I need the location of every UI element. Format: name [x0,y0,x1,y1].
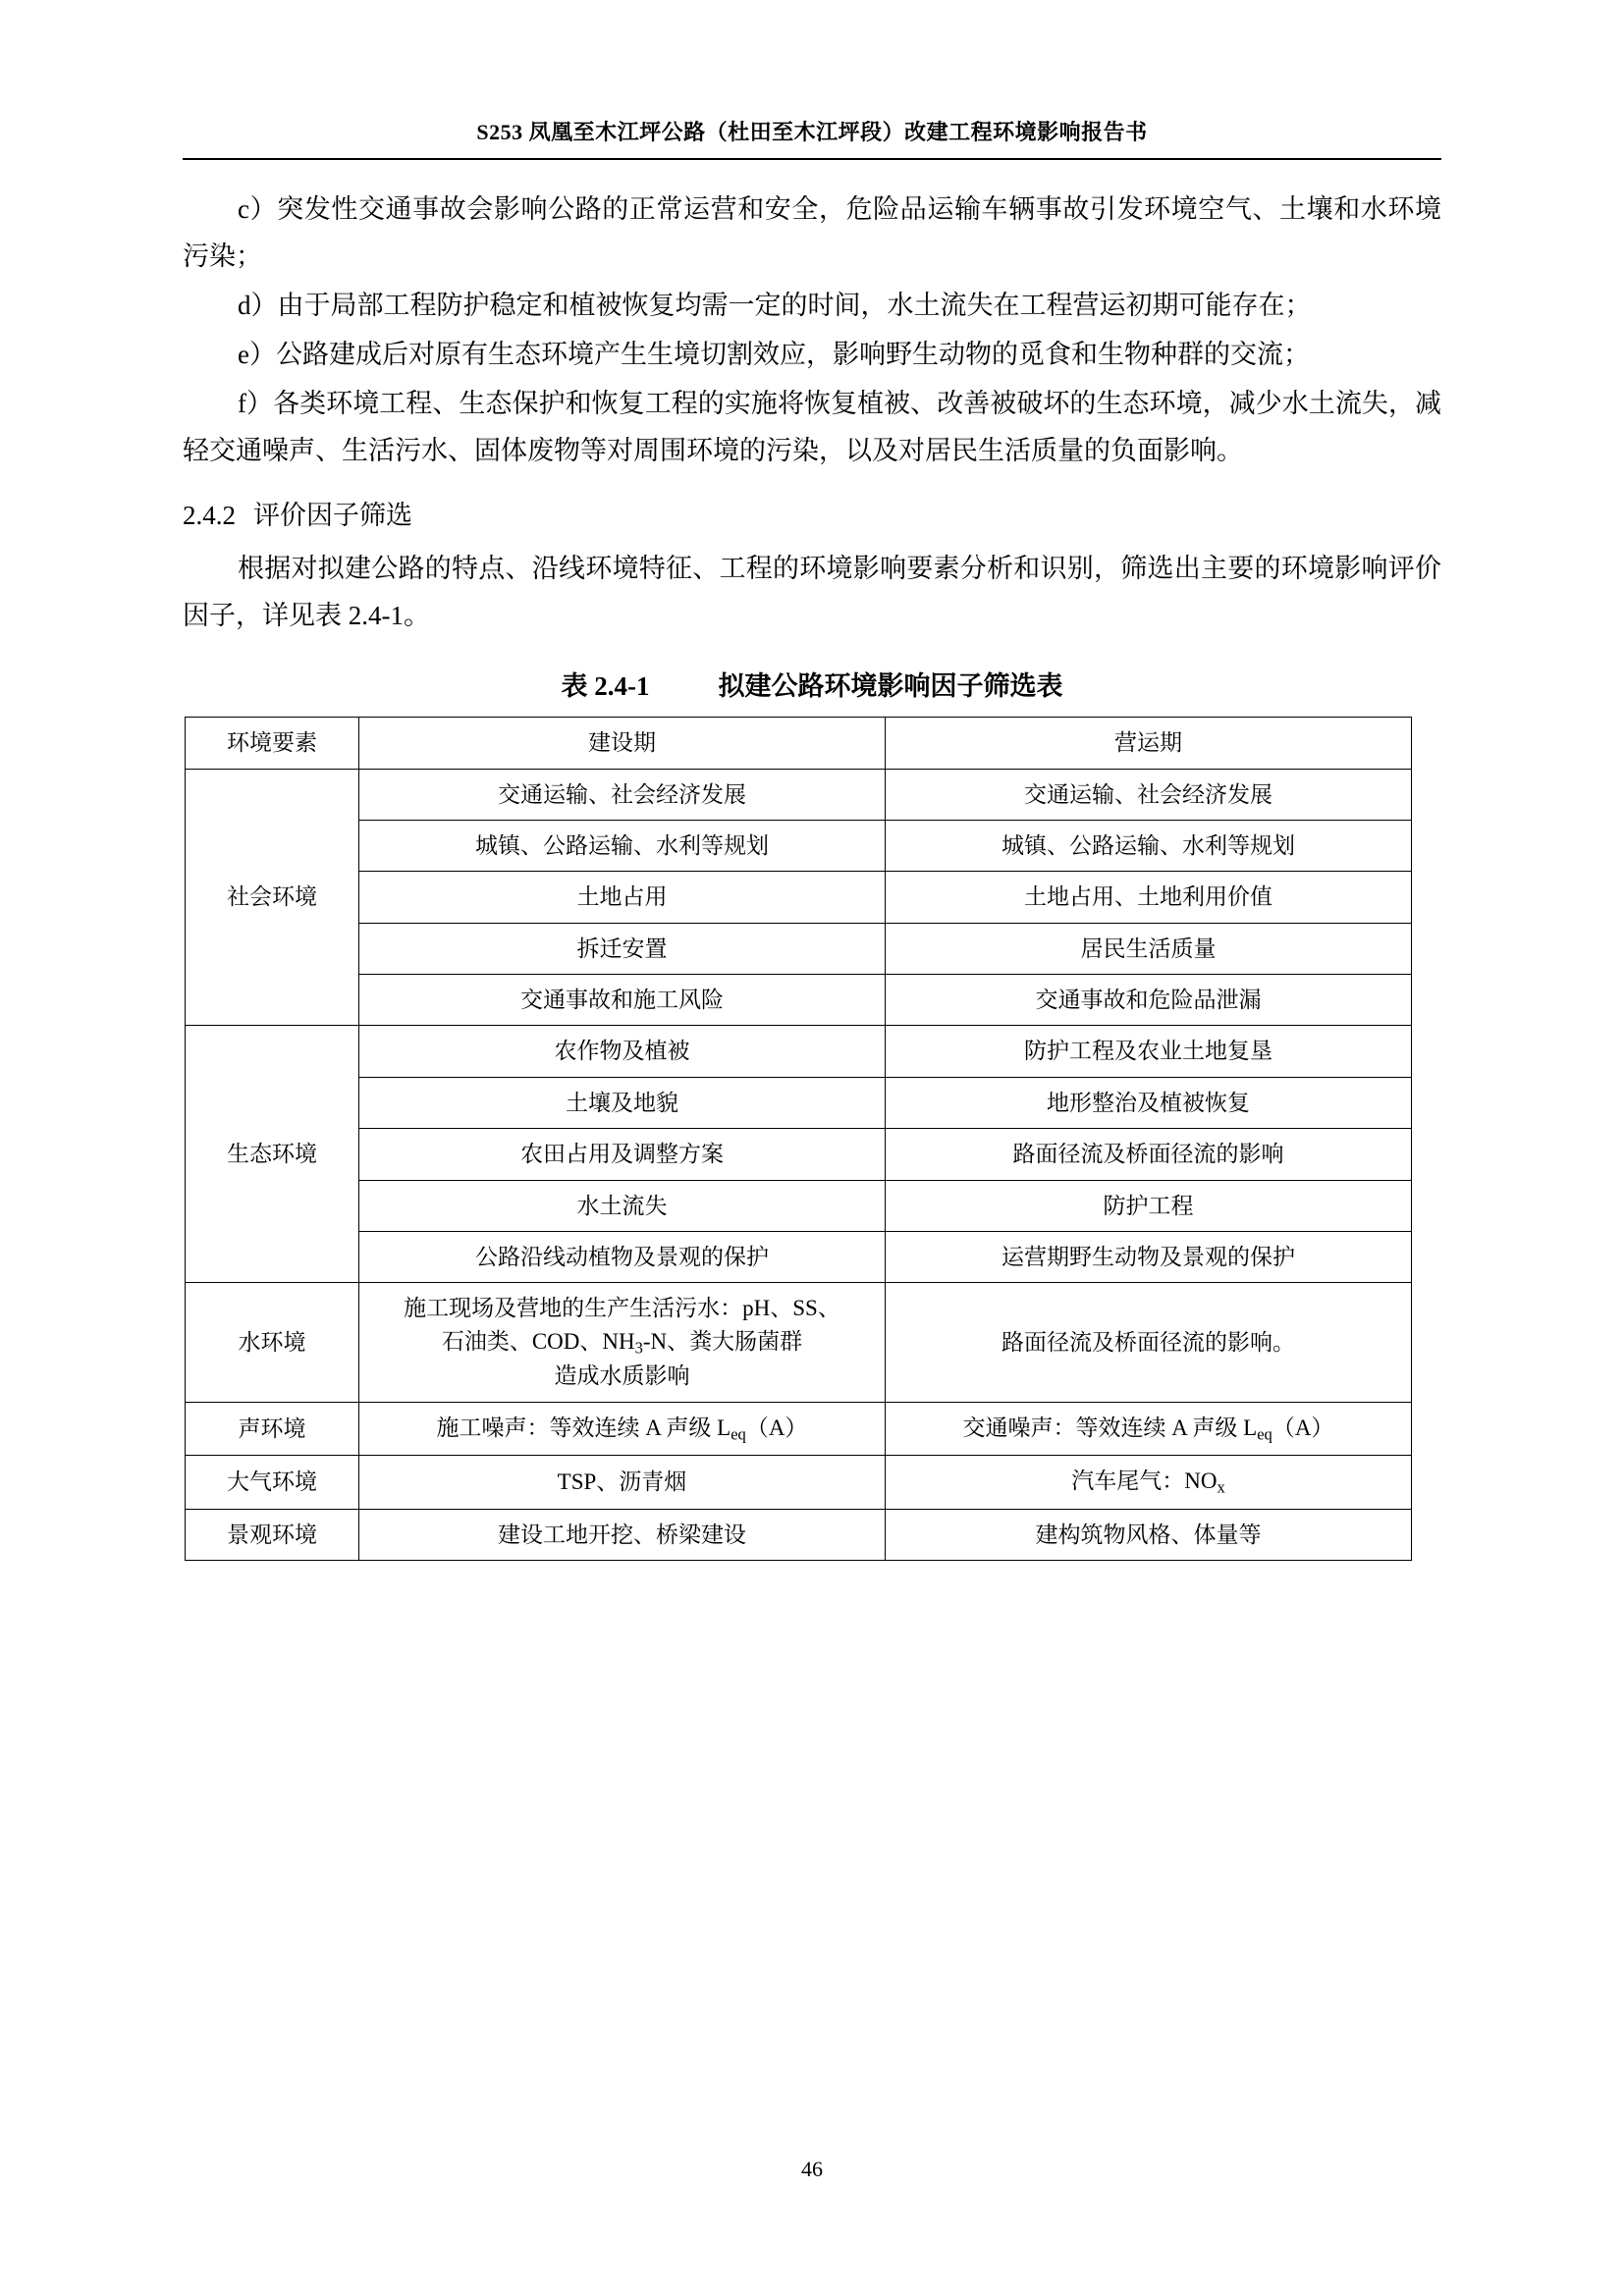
cell-operation: 居民生活质量 [886,923,1412,974]
page-content [183,0,1441,1561]
table-header-row [186,718,1412,769]
page-header: S253 凤凰至木江坪公路（杜田至木江坪段）改建工程环境影响报告书 [476,120,1148,144]
cell-construction-noise [359,1402,886,1456]
table-row [186,975,1412,1026]
table-row [186,1026,1412,1077]
cell-construction-air: TSP、沥青烟 [359,1456,886,1510]
cell-operation-air [886,1456,1412,1510]
table-row [186,923,1412,974]
group-label-social: 社会环境 [186,769,359,1026]
table-caption-title: 拟建公路环境影响因子筛选表 [718,671,1063,702]
cell-operation-landscape: 建构筑物风格、体量等 [886,1509,1412,1560]
cell-operation-noise [886,1402,1412,1456]
table-row [186,769,1412,820]
noise-op-a: 交通噪声：等效连续 A 声级 L [962,1415,1258,1440]
group-label-air: 大气环境 [186,1456,359,1510]
noise-build-sub: eq [731,1424,746,1444]
cell-construction: 公路沿线动植物及景观的保护 [359,1231,886,1282]
cell-construction: 交通运输、社会经济发展 [359,769,886,820]
cell-construction: 农田占用及调整方案 [359,1129,886,1180]
group-label-water: 水环境 [186,1283,359,1402]
noise-build-b: （A） [745,1415,808,1440]
page-number: 46 [801,2157,823,2181]
body-text [183,186,1441,639]
table-row [186,872,1412,923]
cell-operation-water: 路面径流及桥面径流的影响。 [886,1283,1412,1402]
table-row [186,1077,1412,1128]
water-line-3: 造成水质影响 [554,1363,690,1389]
cell-construction: 城镇、公路运输、水利等规划 [359,821,886,872]
cell-operation: 地形整治及植被恢复 [886,1077,1412,1128]
water-line-2b: -N、粪大肠菌群 [642,1328,803,1354]
cell-construction: 水土流失 [359,1180,886,1231]
table-row [186,1129,1412,1180]
section-number: 2.4.2 [183,501,236,531]
paragraph-f: f）各类环境工程、生态保护和恢复工程的实施将恢复植被、改善被破坏的生态环境，减少水土流失，减轻交通噪声、生活污水、固体废物等对周围环境的污染，以及对居民生活质量的负面影响。 [183,389,1441,466]
air-op-sub: x [1217,1477,1225,1497]
section-heading [183,492,1441,539]
air-op-a: 汽车尾气：NO [1071,1468,1218,1494]
cell-operation: 土地占用、土地利用价值 [886,872,1412,923]
header-cell-construction: 建设期 [359,718,886,769]
cell-operation: 交通运输、社会经济发展 [886,769,1412,820]
group-label-ecology: 生态环境 [186,1026,359,1283]
noise-op-b: （A） [1272,1415,1334,1440]
cell-operation: 防护工程及农业土地复垦 [886,1026,1412,1077]
noise-op-sub: eq [1257,1424,1272,1444]
group-label-landscape: 景观环境 [186,1509,359,1560]
table-row [186,1402,1412,1456]
header-cell-element: 环境要素 [186,718,359,769]
water-line-2-sub: 3 [634,1338,643,1358]
group-label-noise: 声环境 [186,1402,359,1456]
water-line-2a: 石油类、COD、NH [441,1328,635,1354]
cell-construction: 土壤及地貌 [359,1077,886,1128]
section-title: 评价因子筛选 [253,501,412,531]
table-row [186,1509,1412,1560]
table-caption [183,665,1441,703]
paragraph-d: d）由于局部工程防护稳定和植被恢复均需一定的时间，水土流失在工程营运初期可能存在； [238,291,1312,321]
table-row [186,1456,1412,1510]
cell-operation: 防护工程 [886,1180,1412,1231]
table-row [186,1231,1412,1282]
table-row [186,1283,1412,1402]
table-row [186,1180,1412,1231]
factor-screening-table [185,717,1412,1561]
cell-construction: 农作物及植被 [359,1026,886,1077]
cell-operation: 运营期野生动物及景观的保护 [886,1231,1412,1282]
cell-operation: 城镇、公路运输、水利等规划 [886,821,1412,872]
cell-operation: 路面径流及桥面径流的影响 [886,1129,1412,1180]
table-row [186,821,1412,872]
cell-construction: 拆迁安置 [359,923,886,974]
water-line-1: 施工现场及营地的生产生活污水：pH、SS、 [404,1296,840,1321]
cell-construction-landscape: 建设工地开挖、桥梁建设 [359,1509,886,1560]
cell-construction: 交通事故和施工风险 [359,975,886,1026]
noise-build-a: 施工噪声：等效连续 A 声级 L [436,1415,731,1440]
section-paragraph: 根据对拟建公路的特点、沿线环境特征、工程的环境影响要素分析和识别，筛选出主要的环境影响评价因子，详见表 2.4-1。 [183,554,1441,631]
header-divider [183,158,1441,160]
cell-operation: 交通事故和危险品泄漏 [886,975,1412,1026]
paragraph-e: e）公路建成后对原有生态环境产生生境切割效应，影响野生动物的觅食和生物种群的交流； [238,340,1310,370]
cell-construction-water [359,1283,886,1402]
paragraph-c: c）突发性交通事故会影响公路的正常运营和安全，危险品运输车辆事故引发环境空气、土壤和水环境污染； [183,194,1441,272]
cell-construction: 土地占用 [359,872,886,923]
table-caption-number: 表 2.4-1 [561,671,650,702]
header-cell-operation: 营运期 [886,718,1412,769]
